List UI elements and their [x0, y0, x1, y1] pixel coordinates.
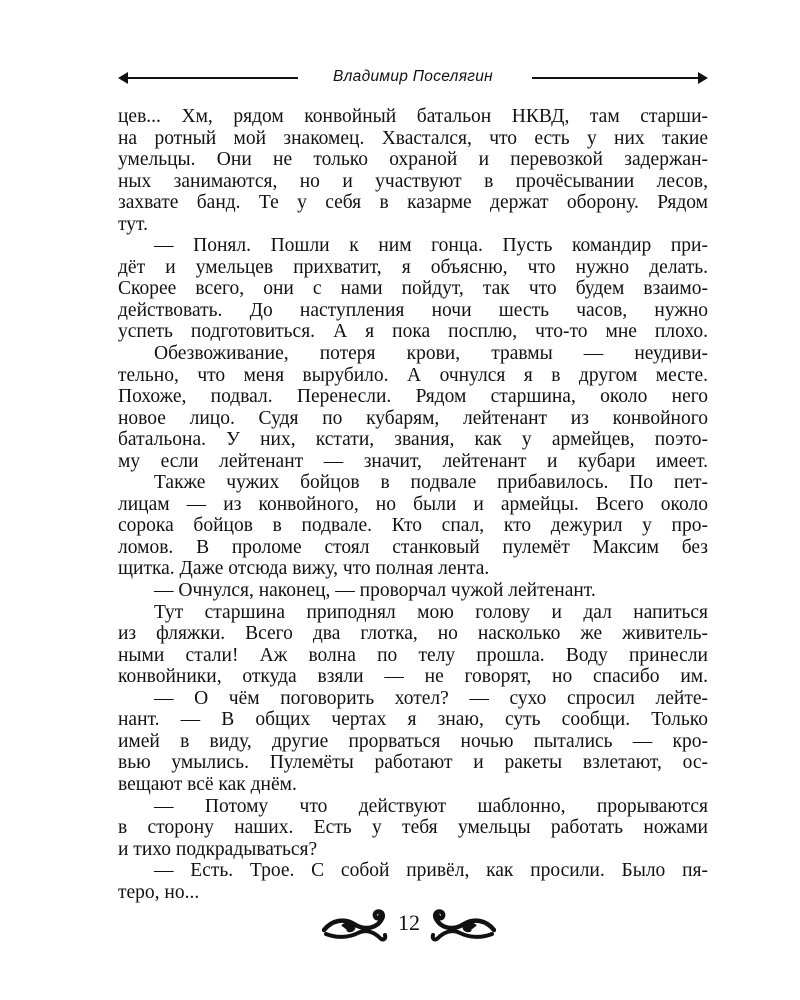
- text-line: ных занимаются, но и участвуют в прочёсывании лесов,: [118, 170, 708, 192]
- text-line: тут.: [118, 213, 148, 235]
- text-line: вью умылись. Пулемёты работают и ракеты взлетают, ос-: [118, 752, 708, 774]
- text-line: — О чём поговорить хотел? — сухо спросил лейте-: [154, 687, 708, 709]
- text-line: вещают всё как днём.: [118, 773, 297, 795]
- text-line: в сторону наших. Есть у тебя умельцы работать ножами: [118, 817, 708, 839]
- text-line: — Потому что действуют шаблонно, прорываются: [154, 795, 708, 817]
- text-line: захвате банд. Те у себя в казарме держат оборону. Рядом: [118, 192, 708, 214]
- text-line: ломов. В проломе стоял станковый пулемёт Максим без: [118, 536, 708, 558]
- text-line: имей в виду, другие прорваться ночью пытались — кро-: [118, 730, 708, 752]
- arrow-right-icon: [698, 72, 708, 84]
- text-line: Скорее всего, они с нами пойдут, так что будем взаимо-: [118, 278, 708, 300]
- text-line: Обезвоживание, потеря крови, травмы — неудиви-: [154, 343, 708, 365]
- text-line: щитка. Даже отсюда вижу, что полная лента.: [118, 558, 490, 580]
- flourish-ornament-icon: [322, 908, 388, 944]
- text-line: лицам — из конвойного, но были и армейцы. Всего около: [118, 493, 708, 515]
- header-rule-right: [532, 77, 700, 79]
- text-line: конвойники, откуда взяли — не говорят, но спасибо им.: [118, 666, 708, 688]
- running-header: [118, 66, 708, 90]
- page-number: 12: [398, 910, 420, 935]
- text-line: тельно, что меня вырубило. А очнулся я в другом месте.: [118, 364, 708, 386]
- text-line: — Очнулся, наконец, — проворчал чужой лейтенант.: [154, 580, 596, 602]
- text-line: нант. — В общих чертах я знаю, суть сообщи. Только: [118, 709, 708, 731]
- text-line: дёт и умельцев прихватит, я объясню, что нужно делать.: [118, 256, 708, 278]
- header-author: Владимир Поселягин: [333, 68, 493, 85]
- page-footer: [0, 906, 800, 950]
- flourish-ornament-icon: [430, 908, 496, 944]
- text-line: цев... Хм, рядом конвойный батальон НКВД, там старши-: [118, 106, 708, 127]
- text-line: сорока бойцов в подвале. Кто спал, кто дежурил у про-: [118, 515, 708, 537]
- text-line: теро, но...: [118, 881, 200, 903]
- text-line: Также чужих бойцов в подвале прибавилось. По пет-: [154, 472, 708, 494]
- page-body: [118, 106, 708, 903]
- text-line: ными стали! Аж волна по телу прошла. Воду принесли: [118, 644, 708, 666]
- text-line: новое лицо. Судя по кубарям, лейтенант из конвойного: [118, 407, 708, 429]
- text-line: Тут старшина приподнял мою голову и дал напиться: [154, 601, 708, 623]
- text-line: — Есть. Трое. С собой привёл, как просили. Было пя-: [154, 860, 708, 882]
- text-line: умельцы. Они не только охраной и перевозкой задержан-: [118, 149, 708, 171]
- text-line: и тихо подкрадываться?: [118, 838, 318, 860]
- text-line: из фляжки. Всего два глотка, но насколько же живитель-: [118, 623, 708, 645]
- text-line: действовать. До наступления ночи шесть часов, нужно: [118, 299, 708, 321]
- text-line: на ротный мой знакомец. Хвастался, что есть у них такие: [118, 127, 708, 149]
- text-line: успеть подготовиться. А я пока посплю, что-то мне плохо.: [118, 321, 708, 343]
- text-line: му если лейтенант — значит, лейтенант и кубари имеет.: [118, 450, 708, 472]
- text-line: — Понял. Пошли к ним гонца. Пусть командир при-: [154, 235, 708, 257]
- text-line: Похоже, подвал. Перенесли. Рядом старшина, около него: [118, 386, 708, 408]
- text-line: батальона. У них, кстати, звания, как у армейцев, поэто-: [118, 429, 708, 451]
